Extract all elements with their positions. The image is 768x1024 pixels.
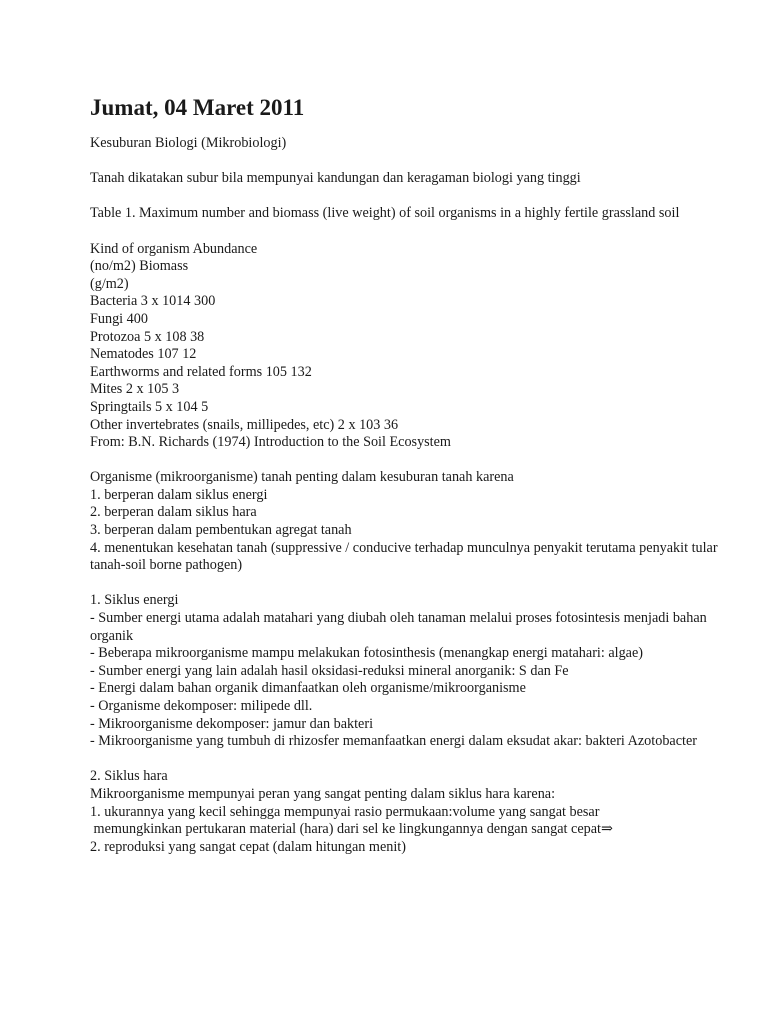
document-page — [90, 93, 750, 874]
post-subtitle: Kesuburan Biologi (Mikrobiologi) — [90, 135, 287, 151]
list-item: 1. berperan dalam siklus energi — [90, 486, 268, 503]
list-item: - Energi dalam bahan organik dimanfaatkan oleh organisme/mikroorganisme — [90, 680, 526, 697]
table-line: Fungi 400 — [90, 310, 148, 327]
importance-list — [90, 469, 750, 575]
list-item: - Mikroorganisme yang tumbuh di rhizosfer memanfaatkan energi dalam eksudat akar: bakteri Azotobacter — [90, 733, 697, 750]
section-heading: 1. Siklus energi — [90, 592, 179, 609]
list-item: 1. ukurannya yang kecil sehingga mempunyai rasio permukaan:volume yang sangat besar — [90, 803, 600, 820]
list-item: - Organisme dekomposer: milipede dll. — [90, 698, 313, 714]
list-item: 2. berperan dalam siklus hara — [90, 504, 257, 521]
table-line: Kind of organism Abundance — [90, 240, 258, 257]
list-item: 3. berperan dalam pembentukan agregat tanah — [90, 522, 352, 539]
table-line: (no/m2) Biomass — [90, 258, 189, 275]
list-item: 2. reproduksi yang sangat cepat (dalam hitungan menit) — [90, 838, 406, 855]
table-line: Protozoa 5 x 108 38 — [90, 328, 205, 345]
list-item: - Sumber energi utama adalah matahari yang diubah oleh tanaman melalui proses fotosintesis menjadi bahan organik — [90, 610, 707, 644]
section-heading: 2. Siklus hara — [90, 768, 168, 785]
table-line: Other invertebrates (snails, millipedes, etc) 2 x 103 36 — [90, 416, 399, 433]
list-item: memungkinkan pertukaran material (hara) dari sel ke lingkungannya dengan sangat cepat⇒ — [90, 821, 613, 838]
table-source: From: B.N. Richards (1974) Introduction to the Soil Ecosystem — [90, 434, 451, 451]
table-line: (g/m2) — [90, 275, 129, 292]
intro-paragraph: Tanah dikatakan subur bila mempunyai kandungan dan keragaman biologi yang tinggi — [90, 170, 581, 187]
nutrient-cycle-section — [90, 768, 750, 856]
table-line: Bacteria 3 x 1014 300 — [90, 293, 216, 310]
organism-table-block — [90, 241, 750, 452]
importance-heading: Organisme (mikroorganisme) tanah penting dalam kesuburan tanah karena — [90, 469, 514, 486]
table-line: Earthworms and related forms 105 132 — [90, 363, 312, 380]
section-text: Mikroorganisme mempunyai peran yang sangat penting dalam siklus hara karena: — [90, 785, 556, 802]
table-line: Nematodes 107 12 — [90, 346, 197, 363]
table-line: Springtails 5 x 104 5 — [90, 398, 209, 415]
list-item: - Beberapa mikroorganisme mampu melakukan fotosinthesis (menangkap energi matahari: algae) — [90, 645, 644, 662]
list-item: 4. menentukan kesehatan tanah (suppressive / conducive terhadap munculnya penyakit terutama penyakit tular tanah-soil borne pathogen) — [90, 539, 718, 574]
energy-cycle-section — [90, 592, 750, 750]
table-line: Mites 2 x 105 3 — [90, 381, 180, 398]
table-caption: Table 1. Maximum number and biomass (live weight) of soil organisms in a highly fertile grassland soil — [90, 205, 680, 222]
post-date-title: Jumat, 04 Maret 2011 — [90, 95, 305, 120]
list-item: - Mikroorganisme dekomposer: jamur dan bakteri — [90, 715, 374, 732]
list-item: - Sumber energi yang lain adalah hasil oksidasi-reduksi mineral anorganik: S dan Fe — [90, 662, 569, 679]
